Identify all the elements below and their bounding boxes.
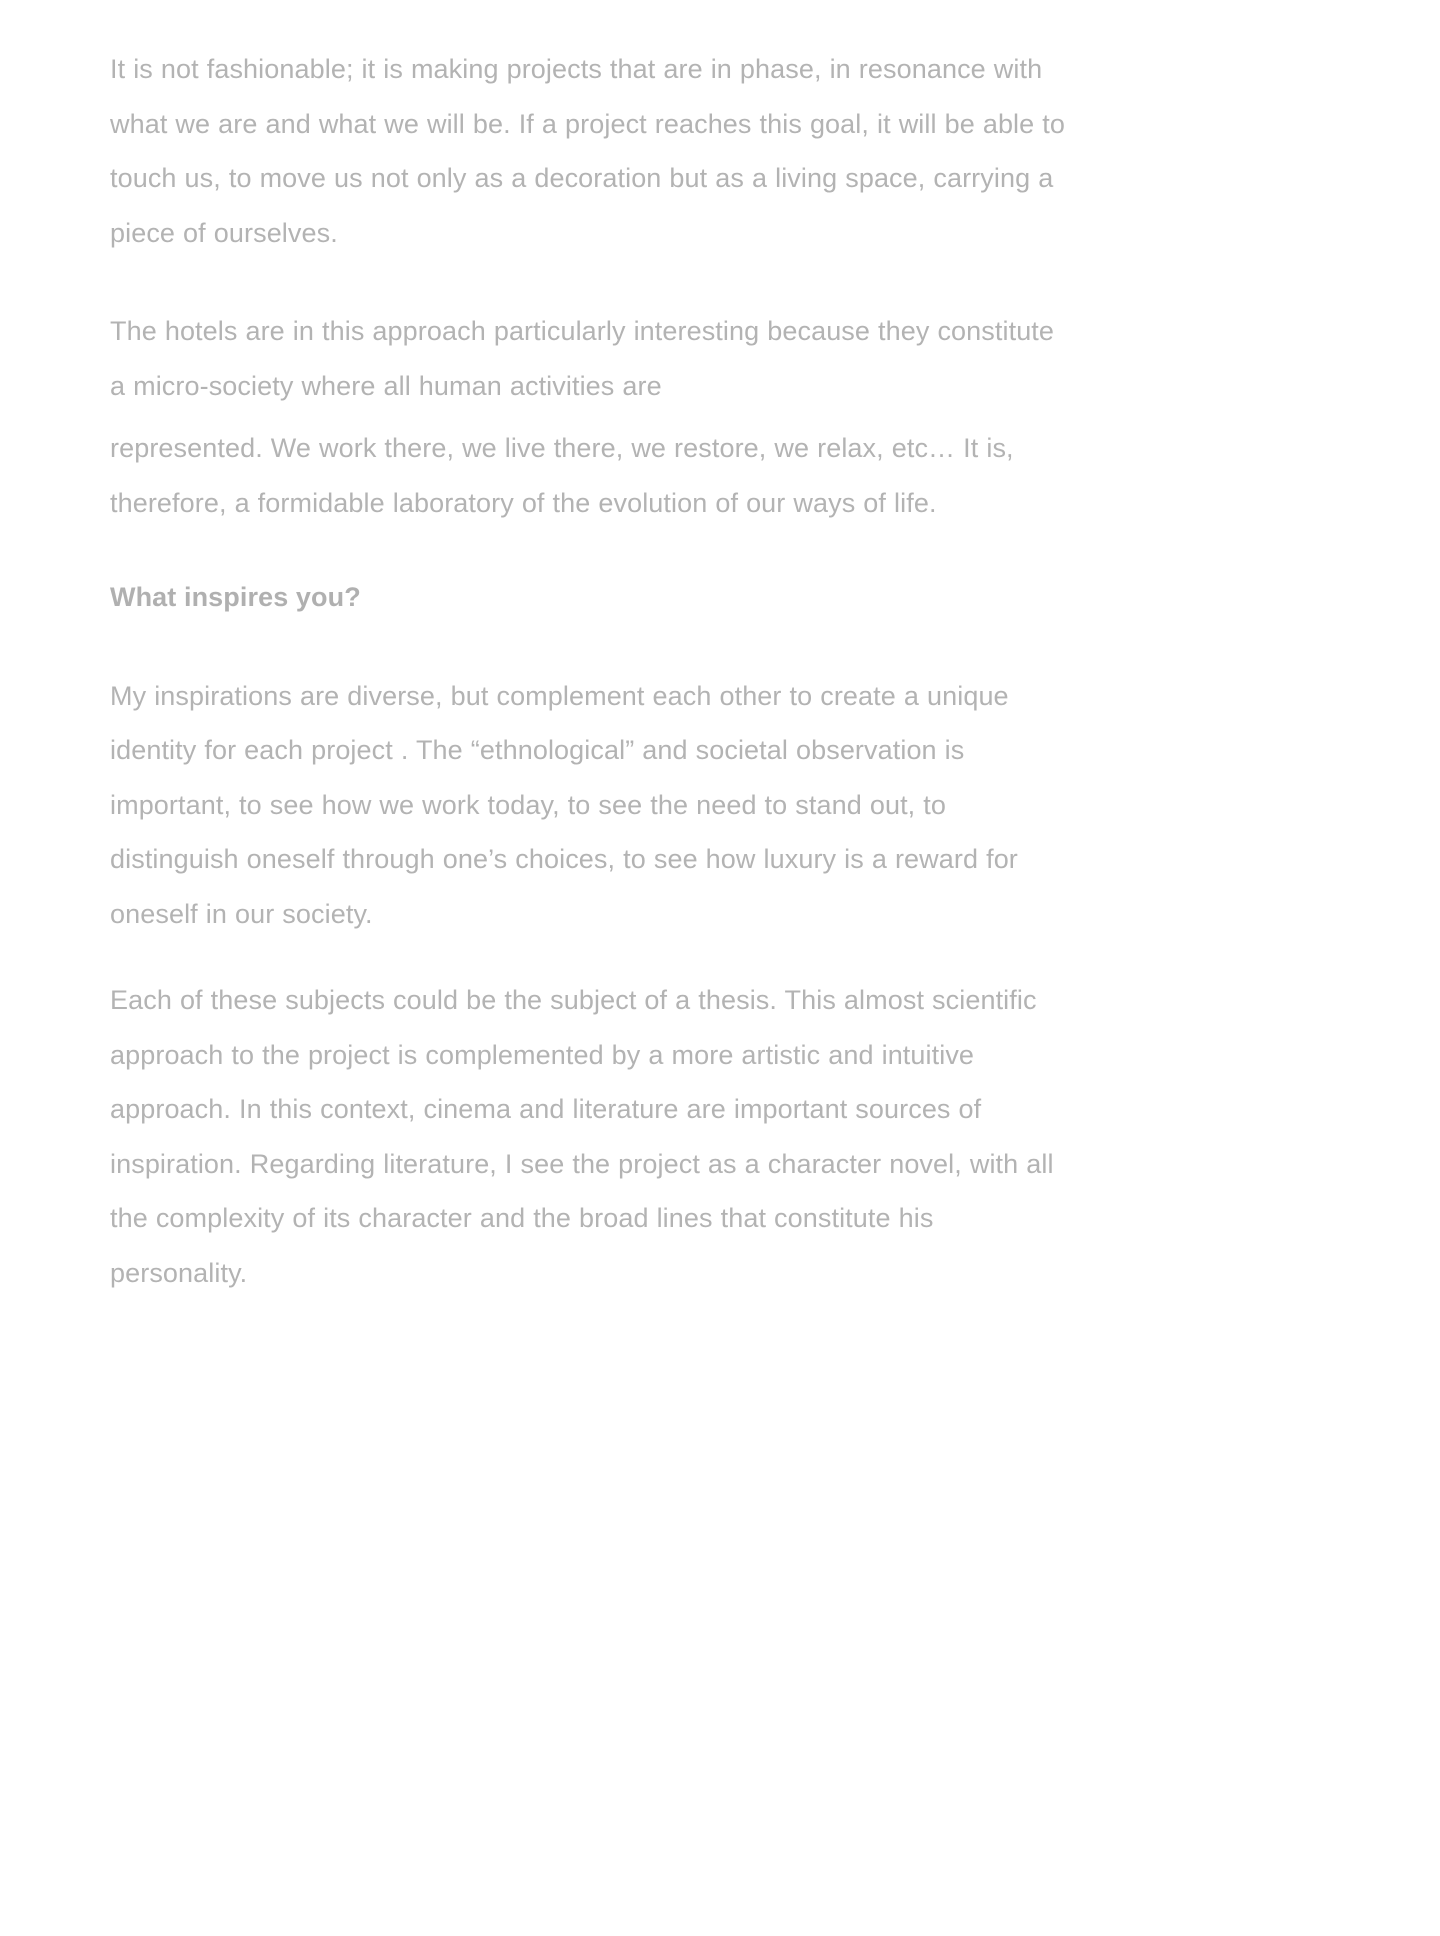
document-body <box>110 42 1065 1300</box>
paragraph-about-fashionable-projects: It is not fashionable; it is making projects that are in phase, in resonance with what we are and what we will be. If a project reaches this goal, it will be able to touch us, to move us not only as a decoration but as a living space, carrying a piece of ourselves. <box>110 54 1065 248</box>
paragraph-about-hotels-micro-society: The hotels are in this approach particularly interesting because they constitute a micro-society where all human activities are <box>110 316 1055 401</box>
paragraph-about-cinema-and-literature: Each of these subjects could be the subject of a thesis. This almost scientific approach to the project is complemented by a more artistic and intuitive approach. In this context, cinema and literature are important sources of inspiration. Regarding literature, I see the project as a character novel, with all the complexity of its character and the broad lines that constitute his personality. <box>110 985 1054 1288</box>
section-heading-what-inspires-you: What inspires you? <box>110 582 361 612</box>
paragraph-about-inspirations: My inspirations are diverse, but complement each other to create a unique identity for each project . The “ethnological” and societal observation is important, to see how we work today, to see the need to stand out, to distinguish oneself through one’s choices, to see how luxury is a reward for oneself in our society. <box>110 680 1018 929</box>
paragraph-about-ways-of-life: represented. We work there, we live there, we restore, we relax, etc… It is, therefore, a formidable laboratory of the evolution of our ways of life. <box>110 433 1014 518</box>
